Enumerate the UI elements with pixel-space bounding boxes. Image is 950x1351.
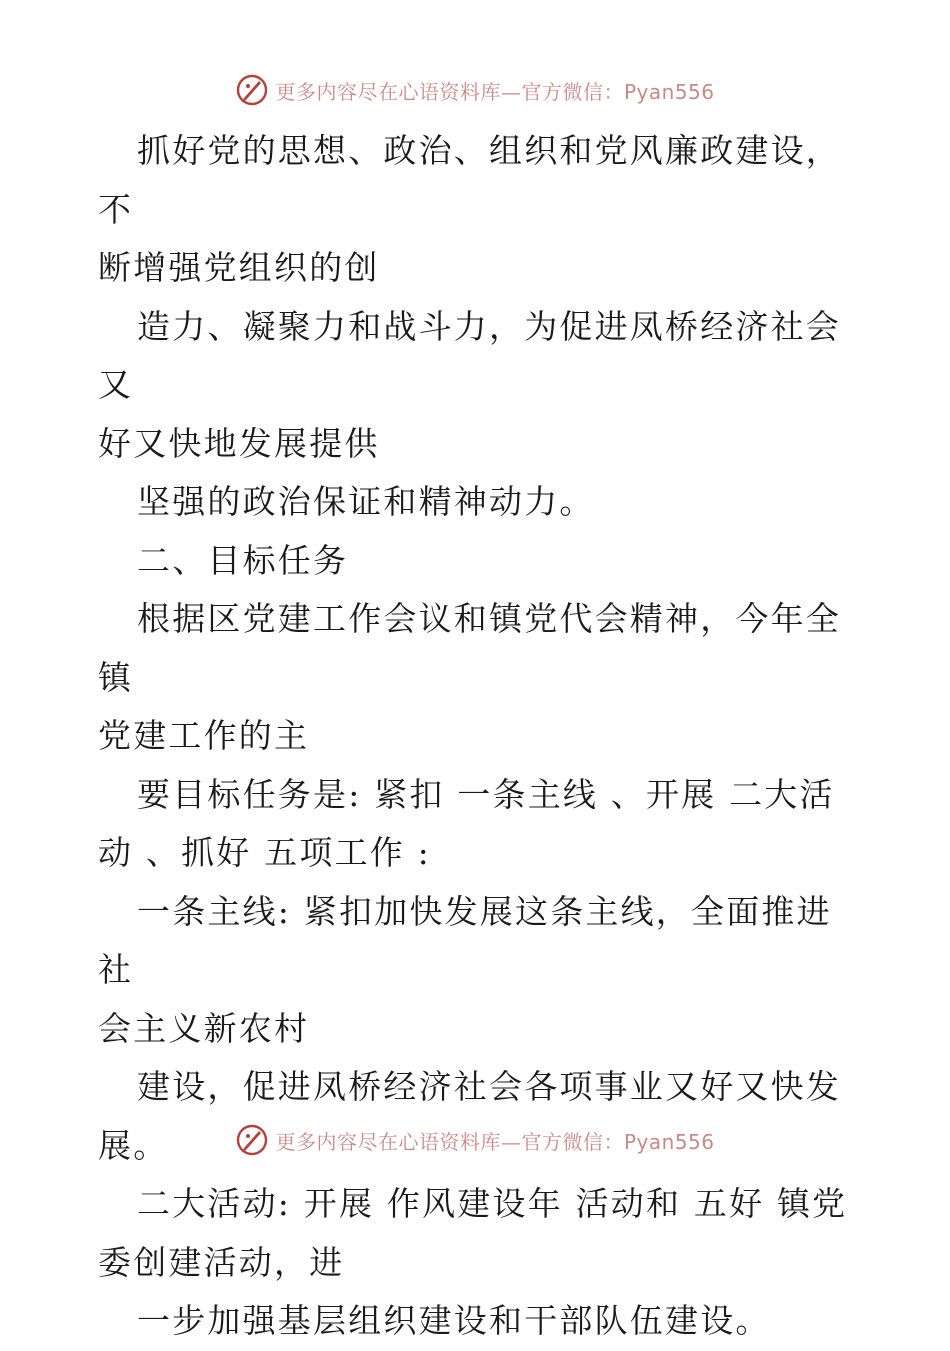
paragraph-line: 建设，促进凤桥经济社会各项事业又好又快发 (137, 1067, 841, 1106)
quill-pen-seal-icon (235, 73, 269, 107)
header-watermark (0, 72, 950, 108)
paragraph-line: 根据区党建工作会议和镇党代会精神，今年全镇 (98, 599, 841, 697)
watermark-wechat-id: Pyan556 (623, 79, 715, 104)
watermark-wechat-id: Pyan556 (623, 1129, 715, 1154)
paragraph-continuation: 展。 (98, 1125, 169, 1165)
paragraph-line: 坚强的政治保证和精神动力。 (137, 482, 595, 521)
watermark-text: 更多内容尽在心语资料库—官方微信： (275, 79, 624, 104)
paragraph-continuation: 会主义新农村 (98, 1008, 310, 1048)
paragraph (98, 122, 858, 298)
paragraph (98, 473, 858, 532)
paragraph-continuation: 委创建活动，进 (98, 1242, 345, 1282)
paragraph-continuation: 动 、抓好 五项工作 : (98, 833, 431, 872)
paragraph-continuation: 党建工作的主 (98, 716, 310, 755)
paragraph-line: 一步加强基层组织建设和干部队伍建设。 (137, 1301, 771, 1340)
paragraph-line: 抓好党的思想、政治、组织和党风廉政建设，不 (98, 131, 841, 229)
paragraph-line: 要目标任务是: 紧扣 一条主线 、开展 二大活 (137, 774, 835, 814)
watermark-text: 更多内容尽在心语资料库—官方微信： (275, 1129, 624, 1154)
paragraph (98, 883, 858, 1059)
section-heading (98, 532, 858, 591)
document-body (98, 122, 858, 1351)
paragraph (98, 1175, 858, 1292)
paragraph-line: 一条主线: 紧扣加快发展这条主线，全面推进社 (98, 891, 832, 989)
paragraph-line: 二大活动: 开展 作风建设年 活动和 五好 镇党 (137, 1184, 848, 1223)
paragraph (98, 298, 858, 474)
paragraph-continuation: 好又快地发展提供 (98, 423, 380, 463)
paragraph-line: 造力、凝聚力和战斗力，为促进凤桥经济社会又 (98, 306, 841, 404)
paragraph-line: 二、目标任务 (137, 540, 349, 580)
paragraph-continuation: 断增强党组织的创 (98, 248, 380, 287)
paragraph (98, 766, 858, 883)
footer-watermark (0, 1122, 950, 1158)
quill-pen-seal-icon (235, 1123, 269, 1157)
paragraph (98, 590, 858, 766)
paragraph (98, 1292, 858, 1351)
